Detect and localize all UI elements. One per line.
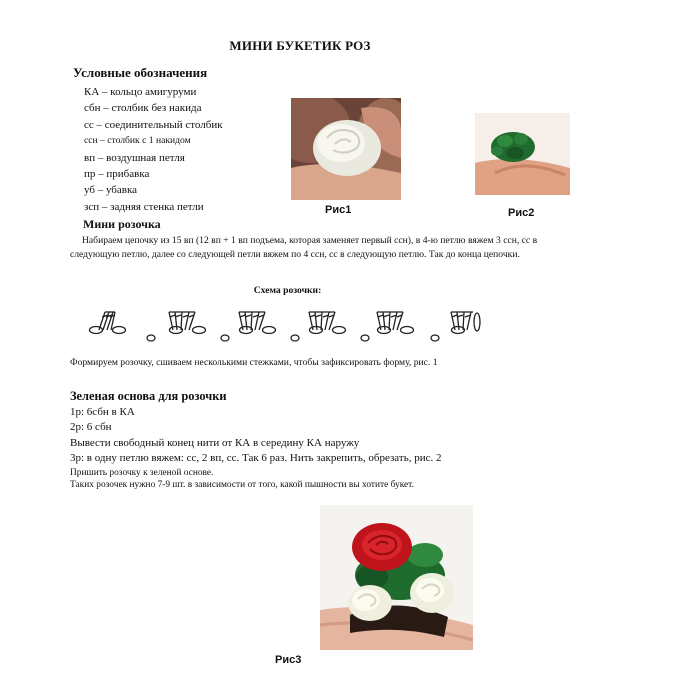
schema-fan bbox=[90, 312, 126, 334]
figure-3-caption: Рис3 bbox=[275, 654, 302, 666]
schema-chain-loop bbox=[431, 335, 439, 341]
instruction-line: 3р: в одну петлю вяжем: сс, 2 вп, сс. Так 6 раз. Нить закрепить, обрезать, рис. 2 bbox=[70, 452, 442, 465]
schema-heading: Схема розочки: bbox=[253, 285, 322, 296]
legend-item: уб – убавка bbox=[84, 184, 138, 197]
mini-rose-heading: Мини розочка bbox=[83, 217, 161, 231]
instruction-line: Пришить розочку к зеленой основе. bbox=[70, 467, 214, 478]
rose-schema-diagram bbox=[85, 300, 495, 348]
instruction-line: Таких розочек нужно 7-9 шт. в зависимости от того, какой пышности вы хотите букет. bbox=[70, 480, 414, 491]
green-base-heading: Зеленая основа для розочки bbox=[70, 389, 227, 403]
schema-chain-loop bbox=[361, 335, 369, 341]
green-base-instructions bbox=[70, 405, 442, 492]
schema-symbols bbox=[90, 312, 481, 341]
figure-1-caption: Рис1 bbox=[325, 204, 352, 216]
instruction-line: 1р: 6сбн в КА bbox=[70, 406, 135, 418]
legend-item: сбн – столбик без накида bbox=[84, 102, 202, 115]
instruction-line: 2р: 6 сбн bbox=[70, 421, 112, 434]
page-title: МИНИ БУКЕТИК РОЗ bbox=[229, 38, 371, 53]
legend-item: пр – прибавка bbox=[84, 168, 150, 181]
legend-item: сс – соединительный столбик bbox=[84, 118, 223, 131]
symbols-heading: Условные обозначения bbox=[73, 65, 208, 80]
instruction-line: Вывести свободный конец нити от КА в середину КА наружу bbox=[70, 436, 360, 449]
schema-chain-loop bbox=[291, 335, 299, 341]
legend-item: вп – воздушная петля bbox=[84, 151, 185, 164]
schema-fan bbox=[239, 312, 276, 334]
legend-item: зсп – задняя стенка петли bbox=[84, 200, 204, 213]
figure-2-caption: Рис2 bbox=[508, 207, 535, 219]
schema-fan bbox=[377, 312, 414, 334]
schema-fan bbox=[309, 312, 346, 334]
schema-chain-loop bbox=[221, 335, 229, 341]
figure-2-photo bbox=[475, 113, 570, 195]
figure-1-photo bbox=[291, 98, 401, 200]
legend-item: ссн – столбик с 1 накидом bbox=[84, 135, 191, 147]
symbols-legend bbox=[84, 84, 223, 215]
mini-rose-text: Набираем цепочку из 15 вп (12 вп + 1 вп подъема, которая заменяет первый ссн), в 4-ю петлю вяжем 3 ссн, сс в следующую петлю, далее со следующей петли вяжем по 4 ссн, сс в следующую петлю. Так до конца цепочки. bbox=[70, 235, 538, 260]
legend-item: КА – кольцо амигуруми bbox=[84, 86, 197, 98]
figure-3-photo bbox=[320, 505, 473, 650]
schema-chain-loop bbox=[147, 335, 155, 341]
schema-fan bbox=[451, 312, 480, 334]
form-rose-text: Формируем розочку, сшиваем несколькими стежками, чтобы зафиксировать форму, рис. 1 bbox=[70, 357, 438, 368]
schema-fan bbox=[169, 312, 206, 334]
